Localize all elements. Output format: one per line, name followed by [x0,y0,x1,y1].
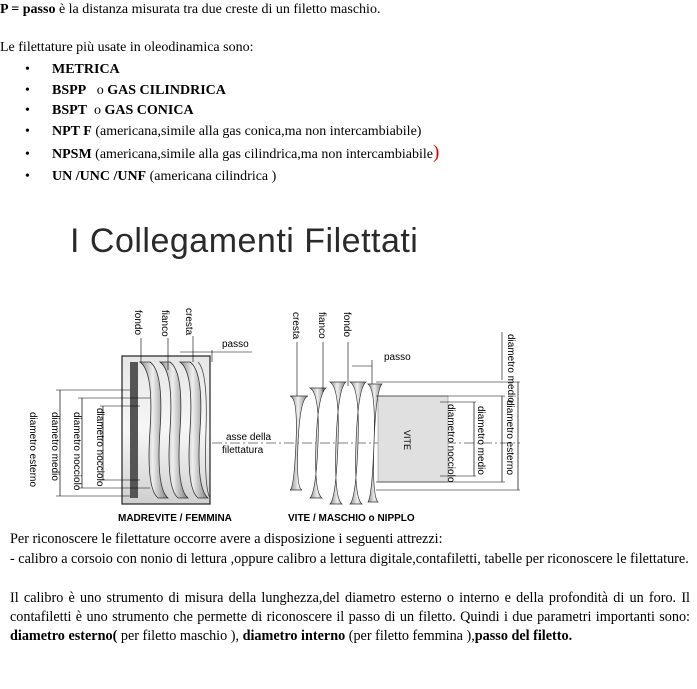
label-fianco-left: fianco [159,310,170,337]
list-item [0,122,439,143]
bullet-bold: NPSM [52,147,92,162]
list-intro: Le filettature più usate in oleodinamica sono: [0,40,254,55]
label-diametro-medio-left: diametro medio [49,412,60,481]
bullet-text: (americana,simile alla gas conica,ma non intercambiabile) [91,123,422,139]
term-passo-filetto: passo del filetto. [474,628,573,644]
list-item [0,81,439,102]
label-fianco-right: fianco [316,312,327,339]
bullet-bold-2: GAS CONICA [104,103,194,118]
term-diametro-esterno: diametro esterno( [10,628,118,644]
paragraph-3-text-3: (per filetto femmina ), [345,628,475,644]
caption-madrevite: MADREVITE / FEMMINA [118,513,232,524]
axis-label-2: filettatura [222,445,264,456]
intro-line [0,2,380,18]
bullet-bold: NPT F [52,123,92,139]
paragraph-1: Per riconoscere le filettature occorre avere a disposizione i seguenti attrezzi: [10,531,443,547]
bullet-bold-2: GAS CILINDRICA [107,82,226,98]
label-diametro-medio-top: diametro medio [505,334,516,403]
label-diametro-nocciolo-right: diametro nocciolo [445,404,456,483]
label-cresta-left: cresta [183,308,194,336]
bullet-bold: UN /UNC /UNF [52,169,147,184]
bullet-text: o [86,82,108,98]
red-parenthesis: ) [432,142,440,163]
paragraph-3-text-2: per filetto maschio ), [117,628,243,644]
label-cresta-right: cresta [290,312,301,340]
term-diametro-interno: diametro interno [242,628,346,644]
list-item [0,142,439,167]
list-item [0,101,439,122]
label-diametro-medio-right: diametro medio [475,406,486,475]
bullet-text: (americana,simile alla gas cilindrica,ma non intercambiabile [91,147,433,162]
label-diametro-nocciolo-left: diametro nocciolo [71,412,82,491]
figure-title: I Collegamenti Filettati [70,222,419,260]
bullet-text: o [87,103,105,118]
label-passo-left: passo [222,339,249,350]
paragraph-3 [10,589,690,646]
label-diametro-esterno-right: diametro esterno [504,400,515,476]
label-diametro-nocciolo-inner-left: diametro nocciolo [94,408,105,487]
axis-label-1: asse della [226,432,272,443]
female-thread-drawing [56,336,252,504]
paragraph-3-text: Il calibro è uno strumento di misura della lunghezza,del diametro esterno o interno e della profondità di un foro. Il contafiletti è uno strumento che permette di riconoscere il passo di un filetto. Quindi i due parametri importanti sono: [10,590,690,625]
list-item [0,167,439,188]
thread-diagram [0,300,697,528]
passo-definition: è la distanza misurata tra due creste di un filetto maschio. [55,2,381,17]
paragraph-2: - calibro a corsoio con nonio di lettura ,oppure calibro a lettura digitale,contafiletti, tabelle per riconoscere le filettature. [10,551,689,567]
label-passo-right: passo [384,352,411,363]
caption-vite: VITE / MASCHIO o NIPPLO [288,513,415,524]
bullet-text: (americana cilindrica ) [146,169,277,184]
bullet-bold: BSPP [52,82,87,98]
label-fondo-left: fondo [132,310,143,336]
label-fondo-right: fondo [341,312,352,338]
bullet-bold: BSPT [52,103,88,118]
label-vite: VITE [402,430,412,451]
list-item [0,60,439,81]
bullet-bold: METRICA [52,62,120,77]
passo-term: P = passo [0,2,56,17]
thread-type-list [0,60,439,188]
label-diametro-esterno-left: diametro esterno [27,412,38,488]
